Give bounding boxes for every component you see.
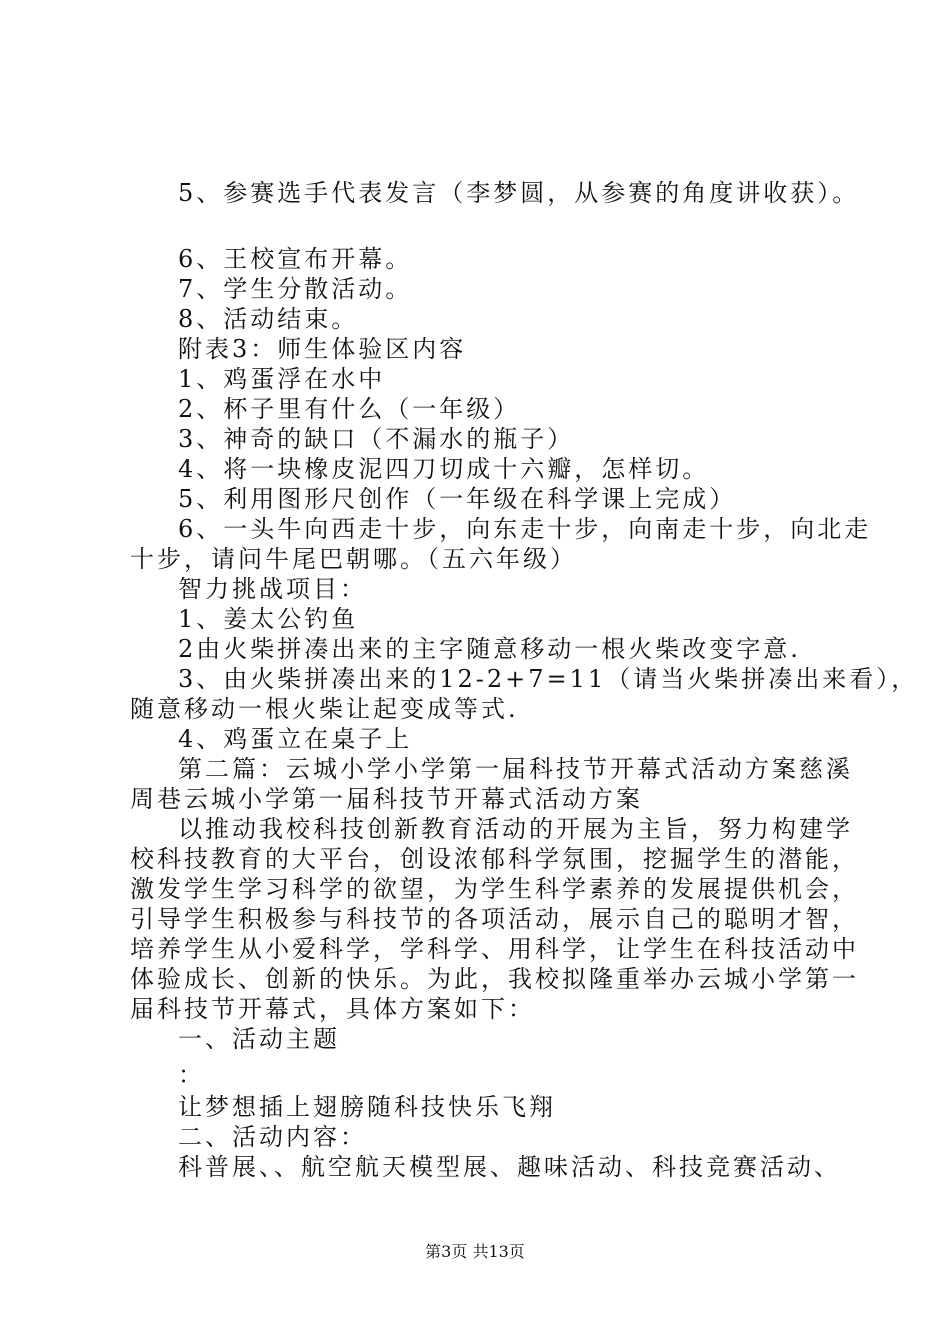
text-line: ： bbox=[178, 1061, 205, 1089]
text-line: 7、学生分散活动。 bbox=[178, 275, 413, 303]
text-line: 第二篇：云城小学小学第一届科技节开幕式活动方案慈溪 bbox=[178, 755, 853, 783]
page-footer: 第3页 共13页 bbox=[425, 1242, 525, 1261]
text-line: 附表3：师生体验区内容 bbox=[178, 335, 467, 363]
text-line: 让梦想插上翅膀随科技快乐飞翔 bbox=[178, 1093, 556, 1121]
text-line: 1、姜太公钓鱼 bbox=[178, 605, 359, 633]
text-line: 科普展、、航空航天模型展、趣味活动、科技竞赛活动、 bbox=[178, 1153, 841, 1181]
text-line: 一、活动主题 bbox=[178, 1025, 340, 1053]
text-line: 6、王校宣布开幕。 bbox=[178, 245, 413, 273]
text-line: 4、将一块橡皮泥四刀切成十六瓣，怎样切。 bbox=[178, 455, 710, 483]
text-line: 届科技节开幕式，具体方案如下： bbox=[130, 995, 535, 1023]
text-line: 2由火柴拼凑出来的主字随意移动一根火柴改变字意. bbox=[178, 635, 801, 663]
text-line: 二、活动内容： bbox=[178, 1123, 367, 1151]
text-line: 引导学生积极参与科技节的各项活动，展示自己的聪明才智， bbox=[130, 905, 859, 933]
text-line: 智力挑战项目： bbox=[178, 575, 367, 603]
text-line: 5、参赛选手代表发言（李梦圆，从参赛的角度讲收获）。 bbox=[178, 179, 860, 207]
text-line: 以推动我校科技创新教育活动的开展为主旨，努力构建学 bbox=[178, 815, 853, 843]
text-line: 体验成长、创新的快乐。为此，我校拟隆重举办云城小学第一 bbox=[130, 965, 859, 993]
text-line: 4、鸡蛋立在桌子上 bbox=[178, 725, 413, 753]
text-line: 5、利用图形尺创作（一年级在科学课上完成） bbox=[178, 485, 737, 513]
text-line: 周巷云城小学第一届科技节开幕式活动方案 bbox=[130, 785, 643, 813]
text-line: 校科技教育的大平台，创设浓郁科学氛围，挖掘学生的潜能， bbox=[130, 845, 859, 873]
text-line: 随意移动一根火柴让起变成等式. bbox=[130, 695, 519, 723]
text-line: 2、杯子里有什么（一年级） bbox=[178, 395, 521, 423]
text-line: 8、活动结束。 bbox=[178, 305, 359, 333]
text-line: 激发学生学习科学的欲望，为学生科学素养的发展提供机会， bbox=[130, 875, 859, 903]
text-line: 培养学生从小爱科学，学科学、用科学，让学生在科技活动中 bbox=[130, 935, 859, 963]
text-line: 十步，请问牛尾巴朝哪。（五六年级） bbox=[130, 545, 577, 573]
text-line: 3、由火柴拼凑出来的12-2+7=11（请当火柴拼凑出来看）， bbox=[178, 665, 919, 693]
text-line: 6、一头牛向西走十步，向东走十步，向南走十步，向北走 bbox=[178, 515, 872, 543]
text-line: 3、神奇的缺口（不漏水的瓶子） bbox=[178, 425, 575, 453]
text-line: 1、鸡蛋浮在水中 bbox=[178, 365, 386, 393]
